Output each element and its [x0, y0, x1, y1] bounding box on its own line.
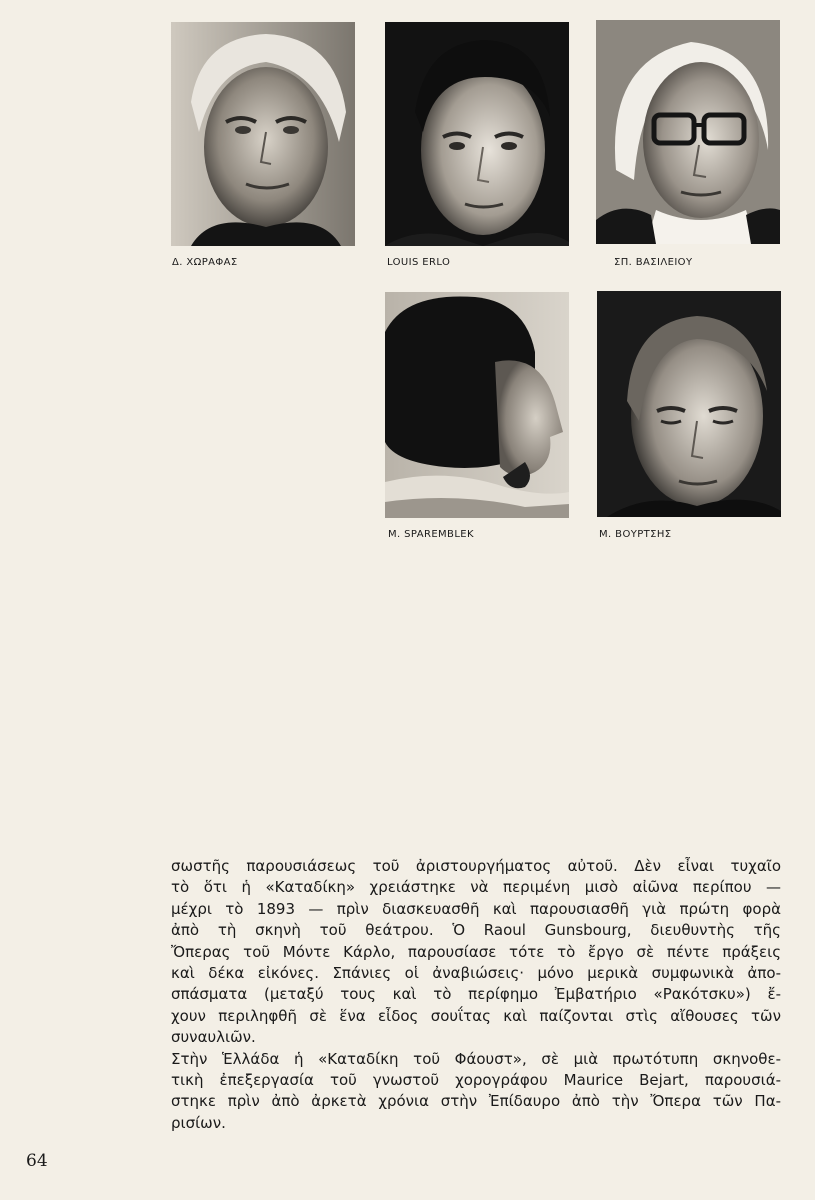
body-line: χουν περιληφθῆ σὲ ἕνα εἶδος σουΐτας καὶ παίζονται στὶς αἴθουσες τῶν [171, 1006, 781, 1025]
photo-caption-3: ΣΠ. ΒΑΣΙΛΕΙΟΥ [614, 257, 693, 268]
portrait-photo-2 [385, 22, 569, 246]
portrait-photo-3 [596, 20, 780, 244]
body-line: καὶ δέκα εἰκόνες. Σπάνιες οἱ ἀναβιώσεις· μόνο μερικὰ συμφωνικὰ ἀπο- [171, 964, 781, 983]
page-number: 64 [26, 1151, 48, 1171]
body-text [171, 856, 781, 1134]
photo-caption-2: LOUIS ERLO [387, 257, 451, 268]
portrait-photo-4 [385, 292, 569, 518]
body-line: συναυλιῶν. [171, 1028, 256, 1047]
body-line: ρισίων. [171, 1113, 226, 1132]
body-line: τὸ ὅτι ἡ «Καταδίκη» χρειάστηκε νὰ περιμένη μισὸ αἰῶνα περίπου — [171, 878, 781, 897]
portrait-photo-1 [171, 22, 355, 246]
body-line: Ὄπερας τοῦ Μόντε Κάρλο, παρουσίασε τότε τὸ ἔργο σὲ πέντε πράξεις [171, 942, 781, 961]
body-line: μέχρι τὸ 1893 — πρὶν διασκευασθῆ καὶ παρουσιασθῆ γιὰ πρώτη φορὰ [171, 899, 781, 918]
body-line: τικὴ ἐπεξεργασία τοῦ γνωστοῦ χορογράφου Maurice Bejart, παρουσιά- [171, 1071, 781, 1090]
body-line: ἀπὸ τὴ σκηνὴ τοῦ θεάτρου. Ὁ Raoul Gunsbourg, διευθυντὴς τῆς [171, 921, 781, 940]
photo-caption-5: Μ. ΒΟΥΡΤΣΗΣ [599, 529, 672, 540]
body-line: στηκε πρὶν ἀπὸ ἀρκετὰ χρόνια στὴν Ἐπίδαυρο ἀπὸ τὴν Ὄπερα τῶν Πα- [171, 1092, 781, 1111]
body-line: Στὴν Ἑλλάδα ἡ «Καταδίκη τοῦ Φάουστ», σὲ μιὰ πρωτότυπη σκηνοθε- [171, 1049, 781, 1068]
portrait-photo-5 [597, 291, 781, 517]
body-line: σωστῆς παρουσιάσεως τοῦ ἀριστουργήματος αὐτοῦ. Δὲν εἶναι τυχαῖο [171, 857, 781, 875]
photo-caption-4: M. SPAREMBLEK [388, 529, 474, 540]
photo-caption-1: Δ. ΧΩΡΑΦΑΣ [172, 257, 238, 268]
body-line: σπάσματα (μεταξύ τους καὶ τὸ περίφημο Ἐμβατήριο «Ρακότσκυ») ἔ- [171, 985, 781, 1004]
